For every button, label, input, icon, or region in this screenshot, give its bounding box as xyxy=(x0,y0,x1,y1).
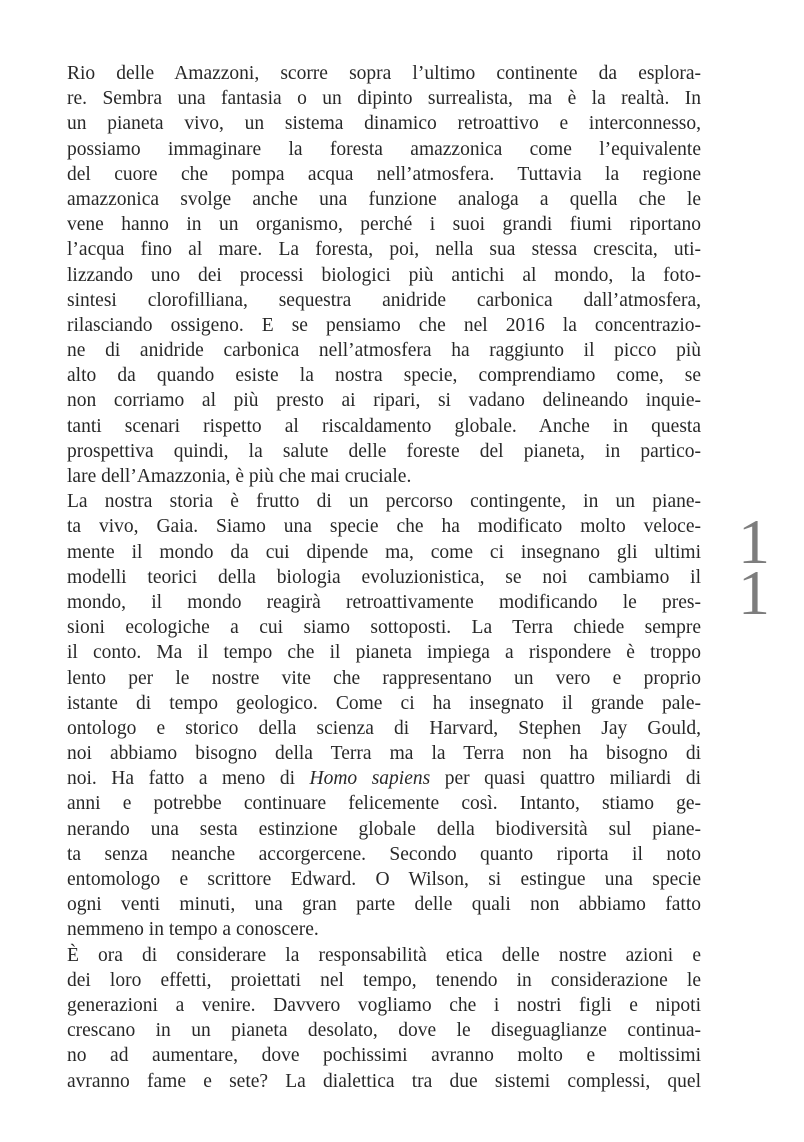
text-line: ta senza neanche accorgercene. Secondo quanto riporta il noto xyxy=(67,843,701,865)
text-line: amazzonica svolge anche una funzione analoga a quella che le xyxy=(67,188,701,210)
text-line: generazioni a venire. Davvero vogliamo che i nostri figli e nipoti xyxy=(67,994,701,1016)
text-line: ne di anidride carbonica nell’atmosfera ha raggiunto il picco più xyxy=(67,340,701,362)
page-number xyxy=(736,506,772,628)
text-line: rilasciando ossigeno. E se pensiamo che nel 2016 la concentrazio- xyxy=(67,314,701,336)
text-line: noi abbiamo bisogno della Terra ma la Terra non ha bisogno di xyxy=(67,743,701,765)
text-line: ogni venti minuti, una gran parte delle quali non abbiamo fatto xyxy=(67,894,701,916)
text-line: È ora di considerare la responsabilità etica delle nostre azioni e xyxy=(67,944,701,966)
page-number-digit-bottom: 1 xyxy=(738,557,770,628)
page-number-digit-top: 1 xyxy=(738,506,770,577)
text-line: mente il mondo da cui dipende ma, come ci insegnano gli ultimi xyxy=(67,541,701,563)
text-line: modelli teorici della biologia evoluzionistica, se noi cambiamo il xyxy=(67,566,701,588)
text-line: istante di tempo geologico. Come ci ha insegnato il grande pale- xyxy=(67,692,701,714)
text-line: crescano in un pianeta desolato, dove le diseguaglianze continua- xyxy=(67,1020,701,1042)
text-line: avranno fame e sete? La dialettica tra due sistemi complessi, quel xyxy=(67,1070,701,1092)
text-line: mondo, il mondo reagirà retroattivamente modificando le pres- xyxy=(67,591,701,613)
text-line: un pianeta vivo, un sistema dinamico retroattivo e interconnesso, xyxy=(67,113,701,135)
text-line: nerando una sesta estinzione globale della biodiversità sul piane- xyxy=(67,818,701,840)
paragraph xyxy=(67,61,701,489)
text-line: sioni ecologiche a cui siamo sottoposti. La Terra chiede sempre xyxy=(67,617,701,639)
text-line: l’acqua fino al mare. La foresta, poi, nella sua stessa crescita, uti- xyxy=(67,239,701,261)
text-line: no ad aumentare, dove pochissimi avranno molto e moltissimi xyxy=(67,1045,701,1067)
paragraph xyxy=(67,489,701,942)
text-line: La nostra storia è frutto di un percorso contingente, in un piane- xyxy=(67,491,701,513)
text-line: non corriamo al più presto ai ripari, si vadano delineando inquie- xyxy=(67,390,701,412)
text-line: lizzando uno dei processi biologici più antichi al mondo, la foto- xyxy=(67,264,701,286)
text-line: prospettiva quindi, la salute delle foreste del pianeta, in partico- xyxy=(67,440,701,462)
text-line: del cuore che pompa acqua nell’atmosfera. Tuttavia la regione xyxy=(67,163,701,185)
text-line: vene hanno in un organismo, perché i suoi grandi fiumi riportano xyxy=(67,214,701,236)
text-line: lento per le nostre vite che rappresentano un vero e proprio xyxy=(67,667,701,689)
paragraph xyxy=(67,943,701,1094)
text-line: alto da quando esiste la nostra specie, comprendiamo come, se xyxy=(67,365,701,387)
text-line: il conto. Ma il tempo che il pianeta impiega a rispondere è troppo xyxy=(67,642,701,664)
text-line: Rio delle Amazzoni, scorre sopra l’ultimo continente da esplora- xyxy=(67,63,701,84)
text-line: lare dell’Amazzonia, è più che mai cruciale. xyxy=(67,466,412,487)
text-line: sintesi clorofilliana, sequestra anidride carbonica dall’atmosfera, xyxy=(67,289,701,311)
text-line: ta vivo, Gaia. Siamo una specie che ha modificato molto veloce- xyxy=(67,516,701,538)
text-line: tanti scenari rispetto al riscaldamento globale. Anche in questa xyxy=(67,415,701,437)
italic-species-name: Homo sapiens xyxy=(309,768,431,790)
text-line: ontologo e storico della scienza di Harvard, Stephen Jay Gould, xyxy=(67,717,701,739)
text-line: possiamo immaginare la foresta amazzonica come l’equivalente xyxy=(67,138,701,160)
text-line: nemmeno in tempo a conoscere. xyxy=(67,919,319,941)
body-text xyxy=(67,61,701,1094)
text-line: re. Sembra una fantasia o un dipinto surrealista, ma è la realtà. In xyxy=(67,88,701,110)
text-line: anni e potrebbe continuare felicemente così. Intanto, stiamo ge- xyxy=(67,793,701,815)
text-line: noi. Ha fatto a meno di Homo sapiens per quasi quattro miliardi di xyxy=(67,768,701,790)
text-line: entomologo e scrittore Edward. O Wilson, si estingue una specie xyxy=(67,869,701,890)
text-line: dei loro effetti, proiettati nel tempo, tenendo in considerazione le xyxy=(67,969,701,991)
